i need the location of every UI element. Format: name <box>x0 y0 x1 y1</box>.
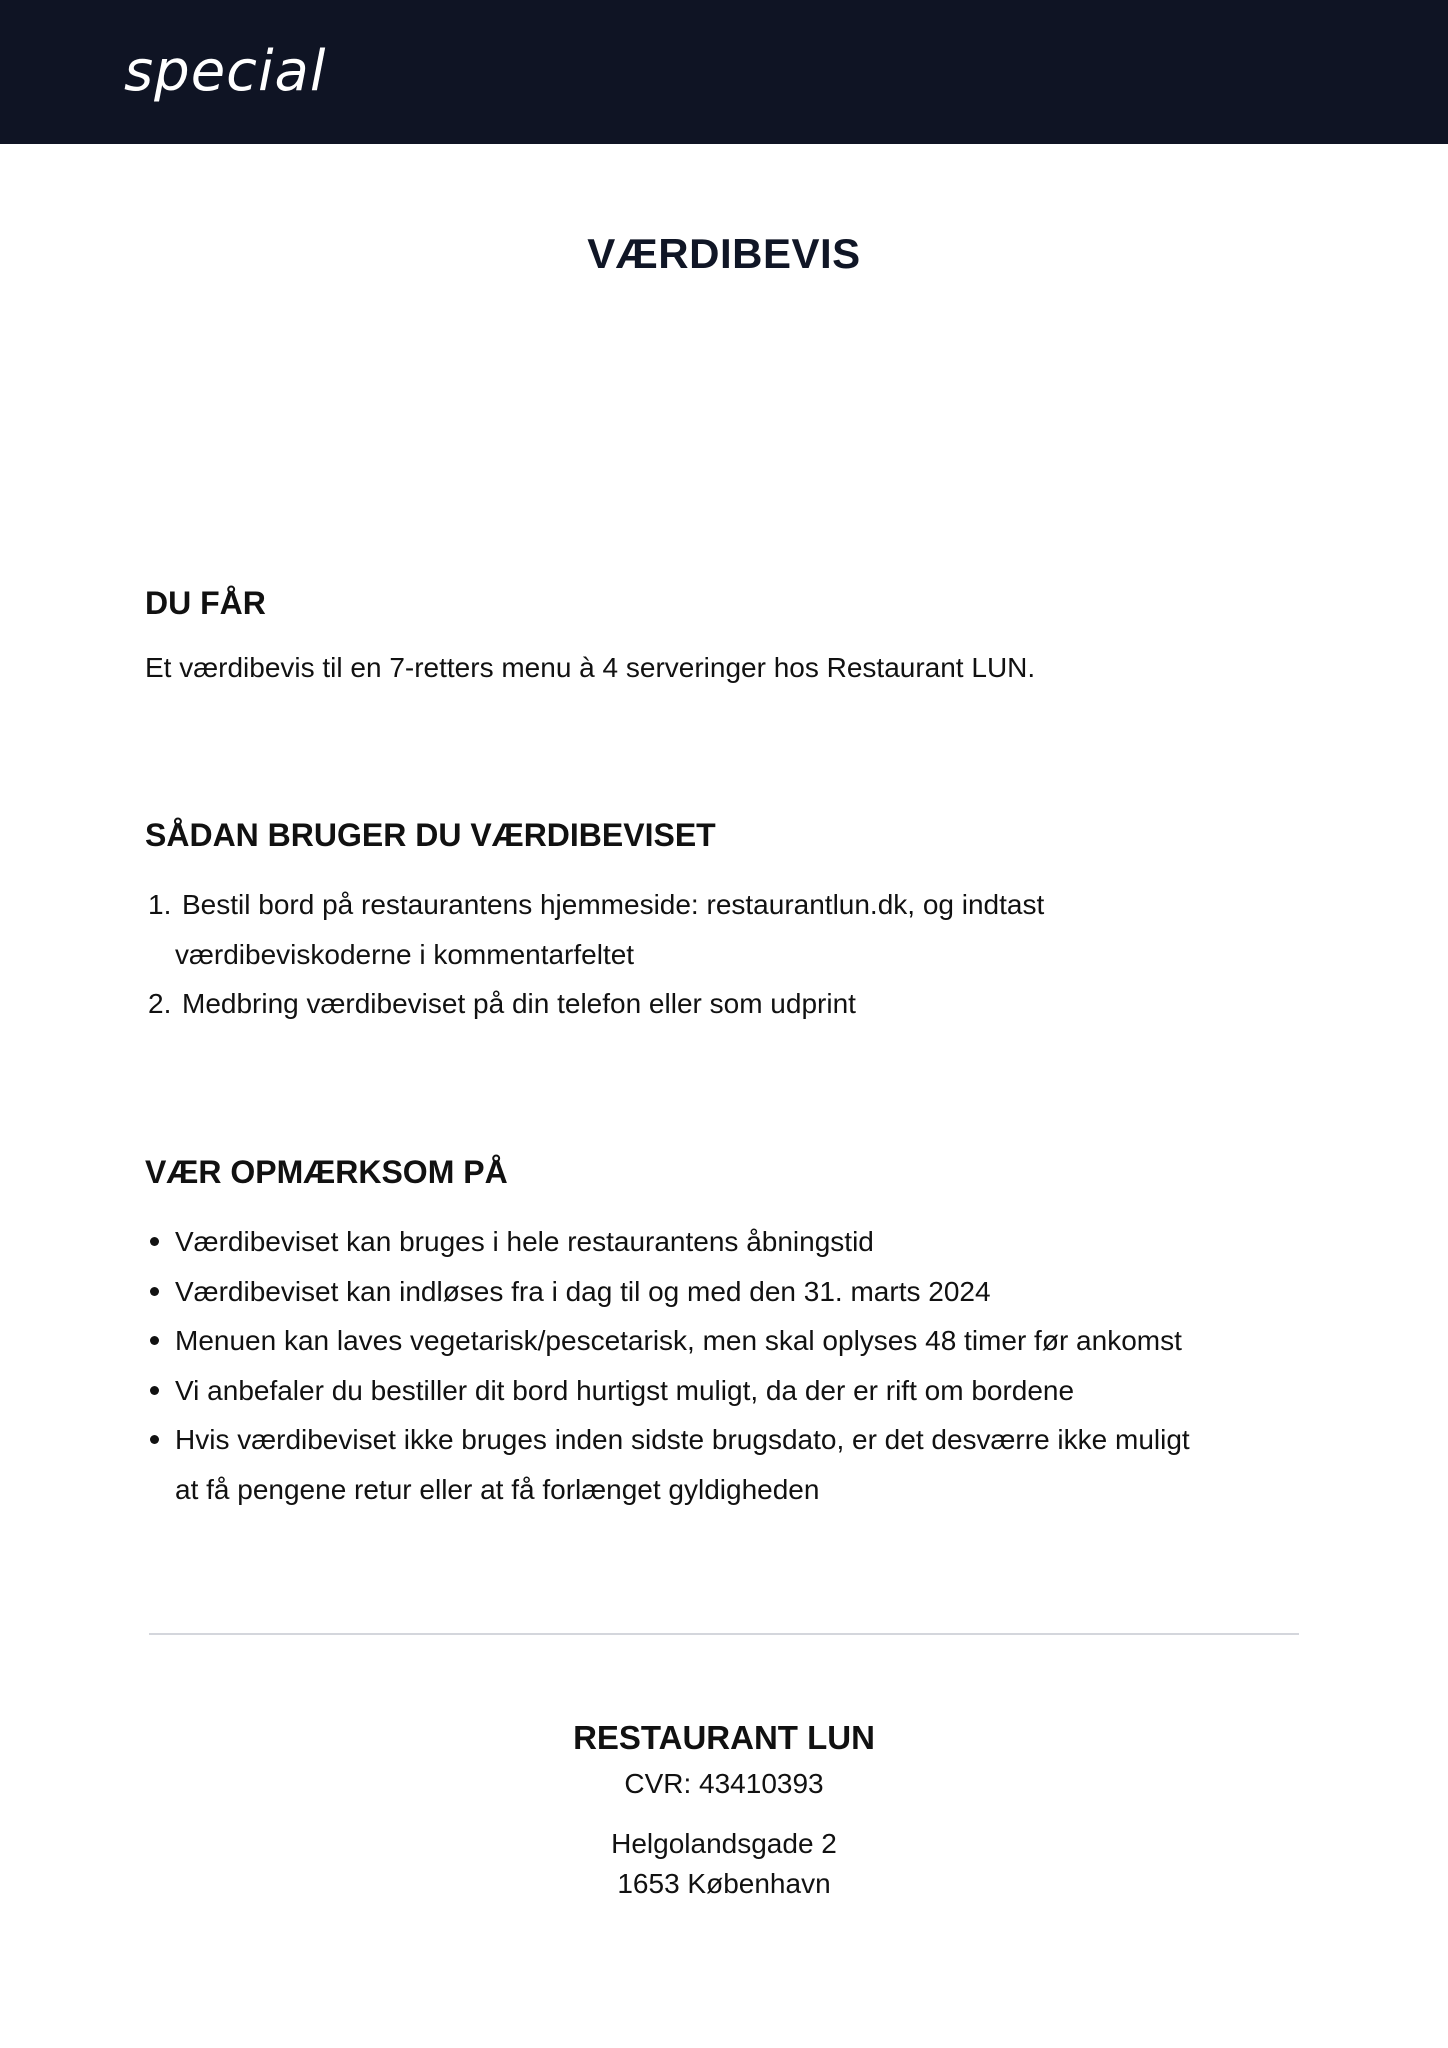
brand-logo: special <box>124 39 327 104</box>
footer <box>0 1712 1448 1904</box>
bullet-icon <box>150 1287 159 1296</box>
section-heading-you-get: DU FÅR <box>145 585 266 621</box>
step-item <box>145 880 1305 979</box>
step-number: 1. <box>148 889 172 920</box>
note-text: Menuen kan laves vegetarisk/pescetarisk, men skal oplyses 48 timer før ankomst <box>175 1325 1182 1356</box>
page-title: VÆRDIBEVIS <box>587 230 861 277</box>
header-bar <box>0 0 1448 144</box>
note-text: Værdibeviset kan bruges i hele restaurantens åbningstid <box>175 1226 874 1257</box>
address-city: 1653 København <box>617 1868 831 1899</box>
step-number: 2. <box>148 988 172 1019</box>
notes-list <box>145 1217 1305 1514</box>
step-text-line: Bestil bord på restaurantens hjemmeside: restaurantlun.dk, og indtast <box>182 889 1045 920</box>
bullet-icon <box>150 1336 159 1345</box>
list-item <box>145 1316 1305 1366</box>
section-heading-how-to-use: SÅDAN BRUGER DU VÆRDIBEVISET <box>145 817 716 853</box>
list-item <box>145 1217 1305 1267</box>
bullet-icon <box>150 1386 159 1395</box>
section-heading-notes: VÆR OPMÆRKSOM PÅ <box>145 1154 508 1190</box>
section-how-to-use <box>145 815 1305 1029</box>
note-text: Vi anbefaler du bestiller dit bord hurtigst muligt, da der er rift om bordene <box>175 1374 1075 1406</box>
step-item <box>145 979 1305 1029</box>
cvr-number: CVR: 43410393 <box>624 1768 824 1799</box>
list-item <box>145 1415 1305 1514</box>
you-get-text: Et værdibevis til en 7-retters menu à 4 serveringer hos Restaurant LUN. <box>145 652 1036 683</box>
address <box>0 1824 1448 1904</box>
section-notes <box>145 1152 1305 1514</box>
note-text: Hvis værdibeviset ikke bruges inden sidste brugsdato, er det desværre ikke muligt <box>175 1424 1190 1455</box>
note-text-continued: at få pengene retur eller at få forlænget gyldigheden <box>175 1473 820 1505</box>
bullet-icon <box>150 1237 159 1246</box>
section-you-get <box>145 583 1305 688</box>
list-item <box>145 1366 1305 1416</box>
step-text-line: værdibeviskoderne i kommentarfeltet <box>175 938 635 970</box>
restaurant-name: RESTAURANT LUN <box>573 1719 875 1756</box>
list-item <box>145 1267 1305 1317</box>
divider <box>149 1633 1299 1635</box>
bullet-icon <box>150 1435 159 1444</box>
address-street: Helgolandsgade 2 <box>611 1828 837 1859</box>
step-text-line: Medbring værdibeviset på din telefon eller som udprint <box>182 988 856 1019</box>
steps-list <box>145 880 1305 1029</box>
note-text: Værdibeviset kan indløses fra i dag til og med den 31. marts 2024 <box>175 1275 991 1307</box>
